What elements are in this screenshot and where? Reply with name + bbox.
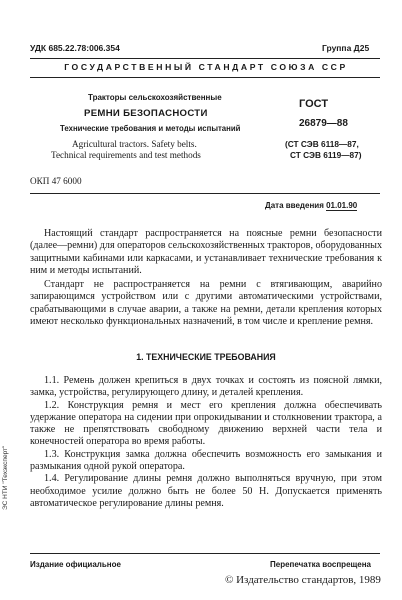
technical-requirements [30,375,382,510]
clause-1-1: 1.1. Ремень должен крепиться в двух точках и состоять из поясной лямки, замка, устройства, регулирующего длину, и деталей крепления. [30,375,382,399]
header-rule-bottom [30,77,380,78]
section-heading: 1. ТЕХНИЧЕСКИЕ ТРЕБОВАНИЯ [136,352,276,362]
effective-date-label: Дата введения [265,201,324,210]
description-ru: Технические требования и методы испытаний [60,124,241,133]
reprint-notice: Перепечатка воспрещена [270,560,371,569]
copyright-line [225,574,381,586]
side-note: ЭС НТИ "Техэксперт" [2,445,9,510]
header-rule-top [30,58,380,59]
official-edition: Издание официальное [30,560,121,569]
udc-code: УДК 685.22.78:006.354 [30,43,120,53]
title-en-line-1: Agricultural tractors. Safety belts. [72,139,197,149]
group-code: Группа Д25 [322,43,370,53]
intro-paragraph-2: Стандарт не распространяется на ремни с втягивающим, аварийно запирающимся устройством или с другими автоматическими устройствами, срабатывающими в случае аварии, а также на ремни, детали крепления которых имеют несколько функциональных назначений, в том числе и крепление ремня. [30,279,382,328]
copyright-text: Издательство стандартов, 1989 [236,574,381,586]
copyright-icon: © [225,574,234,586]
title-ru: РЕМНИ БЕЗОПАСНОСТИ [84,108,208,119]
subtitle-ru: Тракторы сельскохозяйственные [88,93,222,102]
effective-date [265,201,357,210]
title-en-line-2: Technical requirements and test methods [51,150,201,160]
footer-rule [30,553,380,554]
standard-banner: ГОСУДАРСТВЕННЫЙ СТАНДАРТ СОЮЗА ССР [64,62,348,72]
sev-reference-1: (СТ СЭВ 6118—87, [285,139,359,149]
title-block-rule [30,193,380,194]
intro-paragraph-1: Настоящий стандарт распространяется на поясные ремни безопасности (далее—ремни) для операторов сельскохозяйственных тракторов, оборудованных защитными кабинами или каркасами, и устанавливает технические требования к ним и методы испытаний. [30,228,382,276]
gost-number: 26879—88 [299,118,348,129]
clause-1-4: 1.4. Регулирование длины ремня должно выполняться вручную, при этом необходимое усилие должно быть не более 50 Н. Допускается применять автоматическое регулирование длины ремня. [30,473,382,509]
clause-1-2: 1.2. Конструкция ремня и мест его крепления должна обеспечивать удержание оператора на сидении при опрокидывании и столкновении трактора, а также не препятствовать свободному движению верхней части тела и конечностей оператора во время работы. [30,399,382,448]
sev-reference-2: СТ СЭВ 6119—87) [290,150,362,160]
okp-code: ОКП 47 6000 [30,176,82,186]
clause-1-3: 1.3. Конструкция замка должна обеспечить возможность его замыкания и размыкания одной рукой оператора. [30,448,382,473]
effective-date-value: 01.01.90 [326,201,358,210]
gost-label: ГОСТ [299,98,329,110]
intro-section [30,228,382,328]
